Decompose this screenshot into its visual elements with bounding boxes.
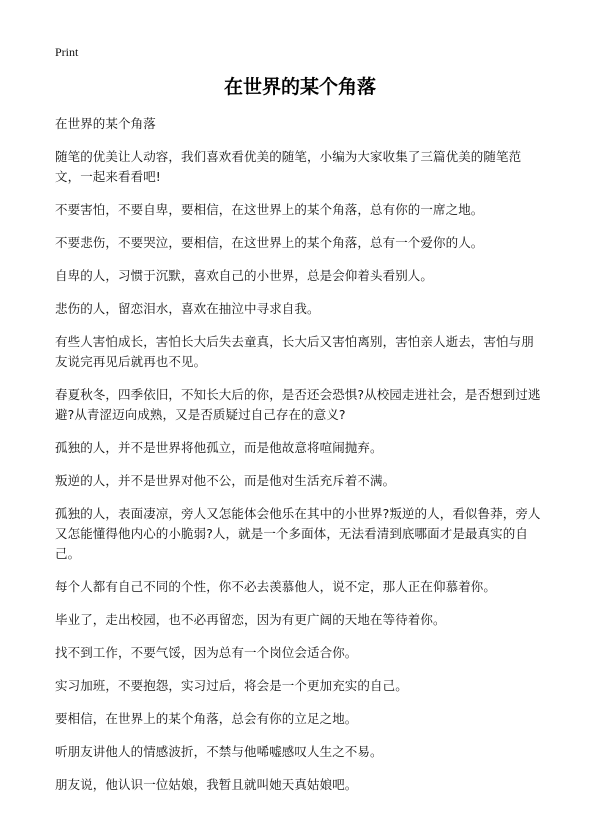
paragraph: 不要害怕，不要自卑，要相信，在这世界上的某个角落，总有你的一席之地。	[55, 202, 484, 217]
document-title: 在世界的某个角落	[223, 76, 376, 98]
paragraph: 每个人都有自己不同的个性，你不必去羡慕他人，说不定，那人正在仰慕着你。	[55, 579, 497, 594]
paragraph: 不要悲伤，不要哭泣，要相信，在这世界上的某个角落，总有一个爱你的人。	[55, 235, 484, 250]
paragraph: 找不到工作，不要气馁，因为总有一个岗位会适合你。	[55, 645, 358, 660]
paragraph: 有些人害怕成长，害怕长大后失去童真，长大后又害怕离别，害怕亲人逝去，害怕与朋友说完再见后就再也不见。	[55, 334, 534, 369]
paragraph: 春夏秋冬，四季依旧，不知长大后的你，是否还会恐惧?从校园走进社会，是否想到过逃避?从青涩迈向成熟，又是否质疑过自己存在的意义?	[55, 387, 541, 422]
paragraph: 孤独的人，并不是世界将他孤立，而是他故意将喧闹抛弃。	[55, 440, 383, 455]
document-body	[55, 114, 545, 795]
paragraph: 悲伤的人，留恋泪水，喜欢在抽泣中寻求自我。	[55, 301, 320, 316]
paragraph: 听朋友讲他人的情感波折，不禁与他唏嘘感叹人生之不易。	[55, 744, 383, 759]
paragraph: 叛逆的人，并不是世界对他不公，而是他对生活充斥着不满。	[55, 473, 396, 488]
section-heading: 在世界的某个角落	[55, 116, 156, 131]
paragraph: 毕业了，走出校园，也不必再留恋，因为有更广阔的天地在等待着你。	[55, 612, 446, 627]
paragraph: 自卑的人，习惯于沉默，喜欢自己的小世界，总是会仰着头看别人。	[55, 268, 434, 283]
paragraph: 朋友说，他认识一位姑娘，我暂且就叫她天真姑娘吧。	[55, 777, 358, 792]
print-link[interactable]: Print	[55, 45, 79, 59]
paragraph: 孤独的人，表面凄凉，旁人又怎能体会他乐在其中的小世界?叛逆的人，看似鲁莽，旁人又怎能懂得他内心的小脆弱?人，就是一个多面体，无法看清到底哪面才是最真实的自己。	[55, 506, 541, 561]
paragraph: 实习加班，不要抱怨，实习过后，将会是一个更加充实的自己。	[55, 678, 408, 693]
paragraph: 要相信，在世界上的某个角落，总会有你的立足之地。	[55, 711, 358, 726]
intro-paragraph: 随笔的优美让人动容，我们喜欢看优美的随笔，小编为大家收集了三篇优美的随笔范文，一起来看看吧!	[55, 149, 522, 184]
